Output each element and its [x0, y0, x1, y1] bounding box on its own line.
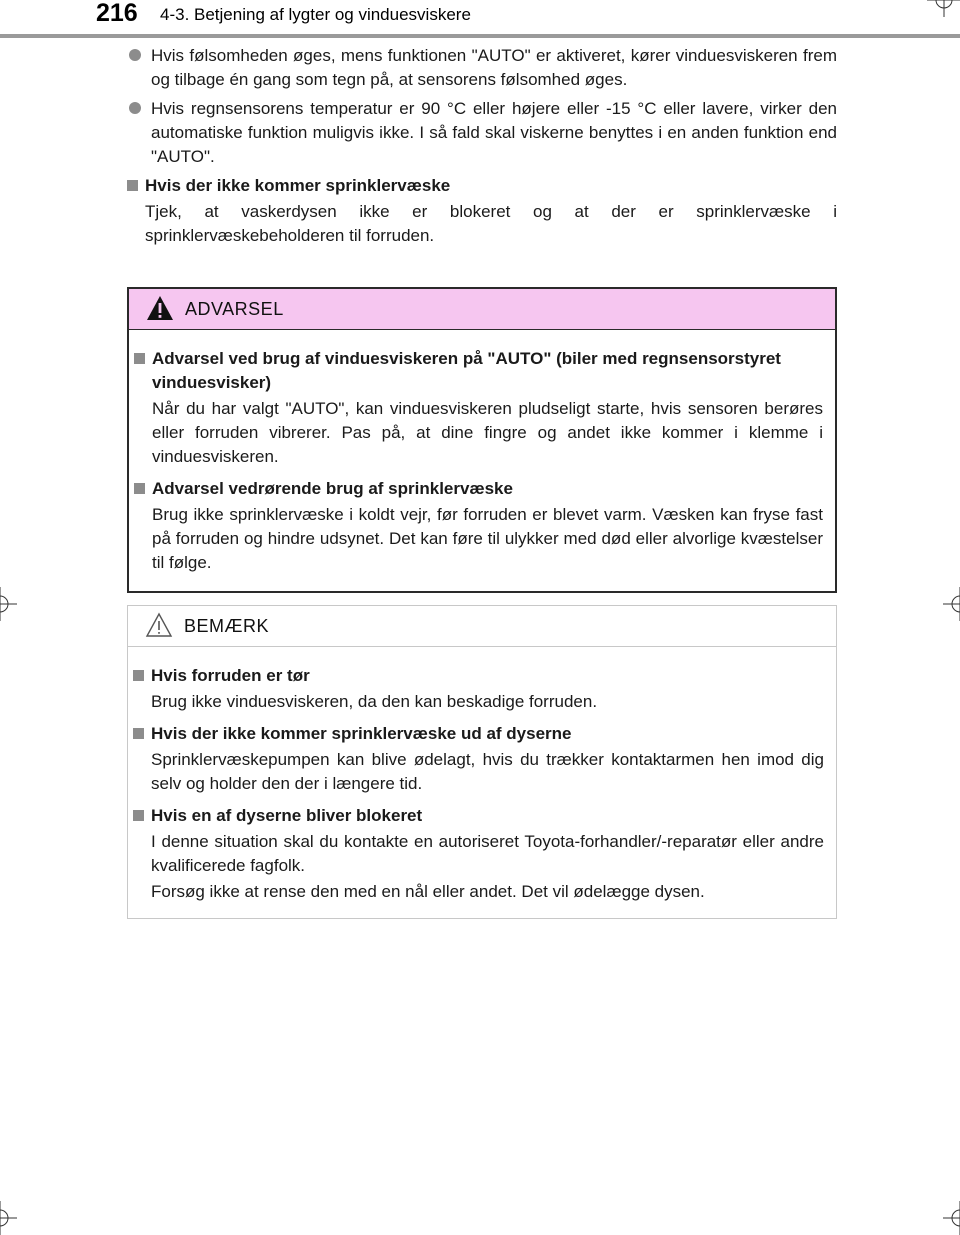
notice-section-body: Sprinklervæskepumpen kan blive ødelagt, hvis du trækker kontaktarmen hen imod dig selv og holder den der i længere tid. — [151, 750, 824, 793]
warning-label: ADVARSEL — [185, 299, 284, 319]
bullet-text: Hvis regnsensorens temperatur er 90 °C eller højere eller -15 °C eller lavere, virker den automatiske funktion muligvis ikke. I så fald skal viskerne benyttes i en anden funktion end "AUTO". — [151, 99, 837, 166]
section-heading-text: Hvis der ikke kommer sprinklervæske — [145, 176, 451, 195]
warning-heading-text: Advarsel ved brug af vinduesviskeren på "AUTO" (biler med regnsensorstyret vinduesvisker) — [152, 349, 781, 392]
warning-body — [129, 330, 835, 575]
warning-triangle-icon — [146, 294, 174, 322]
bullet-item — [127, 44, 837, 92]
square-bullet-icon — [127, 180, 138, 191]
crop-mark-icon — [0, 1201, 17, 1235]
section-heading — [127, 174, 837, 198]
notice-section-body-extra: Forsøg ikke at rense den med en nål eller andet. Det vil ødelægge dysen. — [151, 882, 705, 901]
notice-section — [133, 722, 824, 796]
notice-section-body: Brug ikke vinduesviskeren, da den kan beskadige forruden. — [151, 692, 598, 711]
notice-box — [127, 605, 837, 919]
warning-header — [129, 289, 835, 330]
page-number: 216 — [96, 0, 138, 27]
notice-section-heading — [133, 664, 824, 688]
crop-mark-icon — [943, 1201, 960, 1235]
warning-section-heading — [134, 477, 823, 501]
notice-section — [133, 664, 824, 714]
notice-triangle-icon — [145, 611, 173, 639]
section-body: Tjek, at vaskerdysen ikke er blokeret og at der er sprinklervæske i sprinklervæskebeholderen til forruden. — [145, 202, 837, 245]
bullet-item — [127, 97, 837, 169]
notice-section-heading — [133, 722, 824, 746]
notice-heading-text: Hvis der ikke kommer sprinklervæske ud af dyserne — [151, 724, 572, 743]
square-bullet-icon — [133, 670, 144, 681]
crop-mark-icon — [927, 0, 960, 17]
bullet-icon — [129, 49, 141, 61]
warning-section — [134, 347, 823, 469]
warning-box — [127, 287, 837, 593]
bullet-icon — [129, 102, 141, 114]
page-header — [0, 0, 960, 33]
notice-heading-text: Hvis forruden er tør — [151, 666, 310, 685]
notice-label: BEMÆRK — [184, 616, 270, 636]
bullet-text: Hvis følsomheden øges, mens funktionen "AUTO" er aktiveret, kører vinduesviskeren frem og tilbage én gang som tegn på, at sensorens følsomhed øges. — [151, 46, 837, 89]
square-bullet-icon — [133, 728, 144, 739]
notice-section — [133, 804, 824, 904]
notice-header — [128, 606, 836, 647]
chapter-title: 4-3. Betjening af lygter og vinduesviskere — [160, 5, 471, 24]
header-rule — [0, 34, 960, 38]
warning-section — [134, 477, 823, 575]
notice-section-body: I denne situation skal du kontakte en autoriseret Toyota-forhandler/-reparatør eller andre kvalificerede fagfolk. — [151, 832, 824, 875]
notice-heading-text: Hvis en af dyserne bliver blokeret — [151, 806, 423, 825]
notice-section-heading — [133, 804, 824, 828]
square-bullet-icon — [133, 810, 144, 821]
warning-heading-text: Advarsel vedrørende brug af sprinklervæske — [152, 479, 513, 498]
crop-mark-icon — [0, 587, 17, 621]
main-content — [127, 44, 837, 248]
warning-section-body: Brug ikke sprinklervæske i koldt vejr, før forruden er blevet varm. Væsken kan fryse fast på forruden og hindre udsynet. Det kan føre til ulykker med død eller alvorlige kvæstelser til følge. — [152, 505, 823, 572]
square-bullet-icon — [134, 483, 145, 494]
crop-mark-icon — [943, 587, 960, 621]
square-bullet-icon — [134, 353, 145, 364]
warning-section-heading — [134, 347, 823, 395]
warning-section-body: Når du har valgt "AUTO", kan vinduesviskeren pludseligt starte, hvis sensoren berøres eller forruden vibrerer. Pas på, at dine fingre og andet ikke kommer i klemme i vinduesviskeren. — [152, 399, 823, 466]
notice-body — [128, 647, 836, 904]
